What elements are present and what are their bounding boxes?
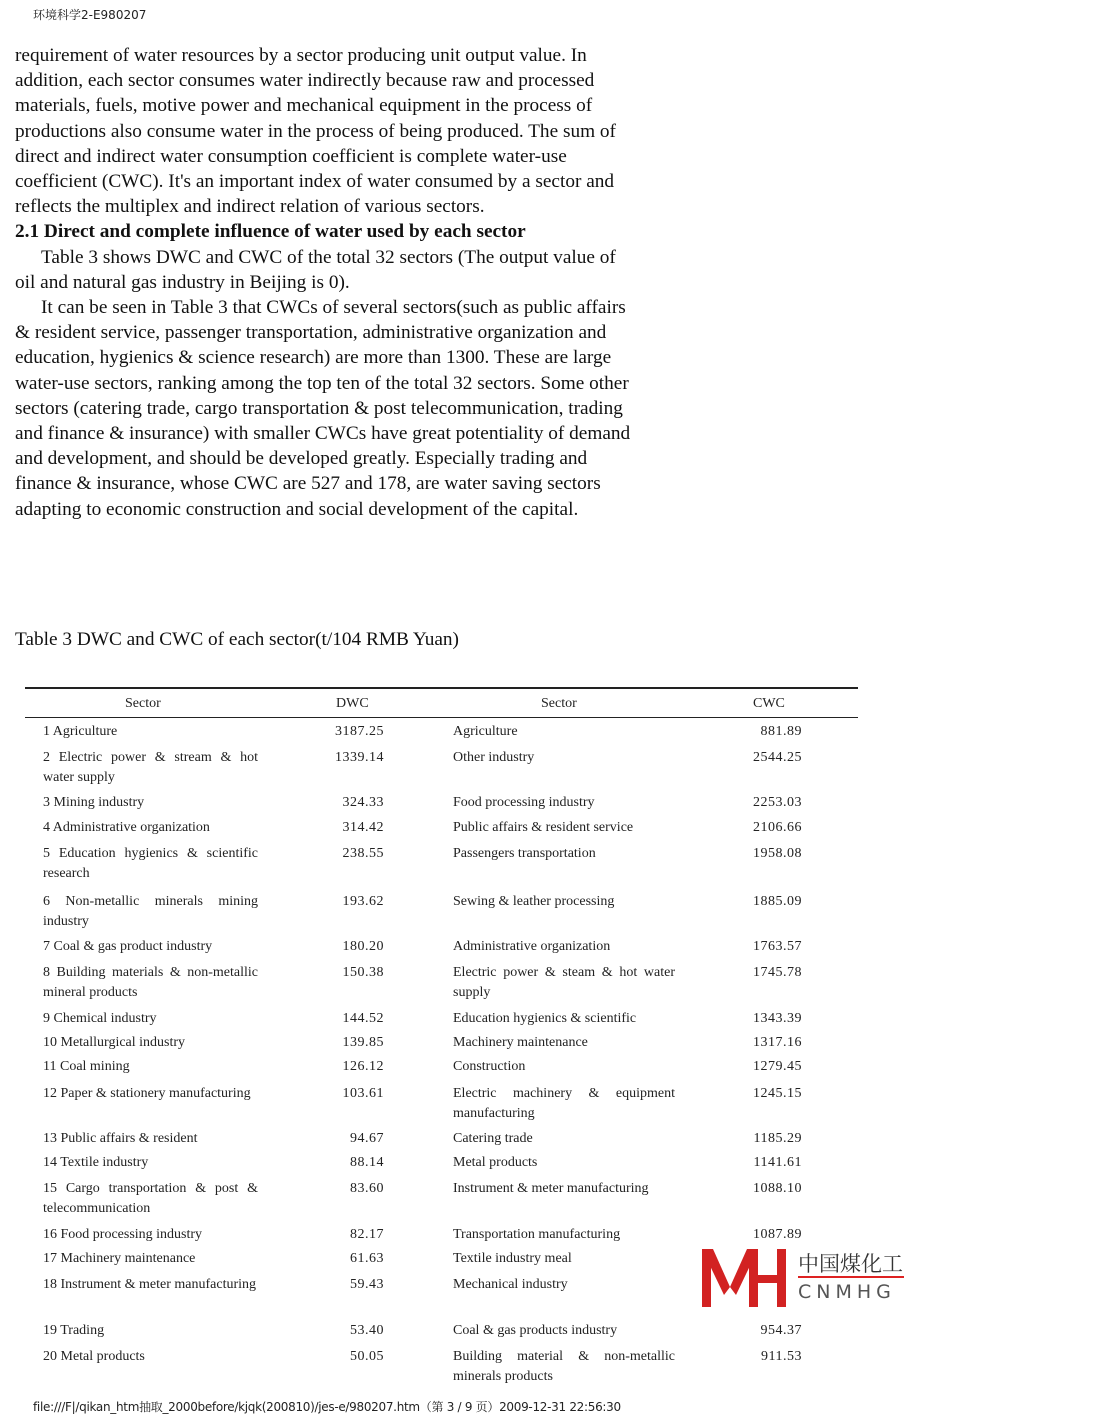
sector-cell: 20 Metal products <box>43 1349 145 1364</box>
cwc-cell: 2253.03 <box>753 795 802 810</box>
sector-cell-2: Other industry <box>453 750 535 765</box>
dwc-cell: 3187.25 <box>335 724 384 739</box>
dwc-cell: 83.60 <box>350 1181 384 1196</box>
sector-cell: 12 Paper & stationery manufacturing <box>43 1086 251 1101</box>
paragraph: Table 3 shows DWC and CWC of the total 32 sectors (The output value of oil and natural gas industry in Beijing is 0). <box>15 246 616 293</box>
sector-cell-2: Textile industry meal <box>453 1251 572 1266</box>
sector-cell-2: Electric machinery & equipment manufacturing <box>453 1086 675 1121</box>
watermark-en: CNMHG <box>798 1281 896 1303</box>
sector-cell-2: Coal & gas products industry <box>453 1323 618 1338</box>
sector-cell-2: Mechanical industry <box>453 1277 568 1292</box>
header-cwc: CWC <box>753 696 785 711</box>
sector-cell: 1 Agriculture <box>43 724 118 739</box>
cwc-cell: 1763.57 <box>753 939 802 954</box>
document-id: 环境科学2-E980207 <box>33 8 147 22</box>
paragraph: requirement of water resources by a sector producing unit output value. In addition, each sector consumes water indirectly because raw and processed materials, fuels, motive power and mechanical equipment in the process of productions also consume water in the process of being produced. The sum of direct and indirect water consumption coefficient is complete water-use coefficient (CWC). It's an important index of water consumed by a sector and reflects the multiplex and indirect relation of various sectors. <box>15 45 616 218</box>
sector-cell-2: Building material & non-metallic minerals products <box>453 1349 675 1384</box>
cwc-cell: 1745.78 <box>753 965 802 980</box>
sector-cell-2: Construction <box>453 1059 526 1074</box>
dwc-cell: 139.85 <box>342 1035 384 1050</box>
paragraph: It can be seen in Table 3 that CWCs of several sectors(such as public affairs & resident service, passenger transportation, administrative organization and education, hygienics & science research) are more than 1300. These are large water-use sectors, ranking among the top ten of the total 32 sectors. Some other sectors (catering trade, cargo transportation & post telecommunication, trading and finance & insurance) with smaller CWCs have great potentiality of demand and development, and should be developed greatly. Especially trading and finance & insurance, whose CWC are 527 and 178, are water saving sectors adapting to economic construction and social development of the capital. <box>15 297 631 520</box>
dwc-cell: 82.17 <box>350 1227 384 1242</box>
dwc-cell: 53.40 <box>350 1323 384 1338</box>
dwc-cell: 144.52 <box>342 1011 384 1026</box>
mh-logo-icon <box>700 1247 792 1309</box>
watermark-line <box>798 1276 904 1278</box>
sector-cell: 7 Coal & gas product industry <box>43 939 213 954</box>
sector-cell: 16 Food processing industry <box>43 1227 203 1242</box>
dwc-cell: 238.55 <box>342 846 384 861</box>
header-dwc: DWC <box>336 696 369 711</box>
cwc-cell: 911.53 <box>761 1349 802 1364</box>
dwc-cell: 150.38 <box>342 965 384 980</box>
dwc-cell: 193.62 <box>342 894 384 909</box>
cwc-cell: 881.89 <box>760 724 802 739</box>
dwc-cell: 103.61 <box>342 1086 384 1101</box>
sector-cell: 18 Instrument & meter manufacturing <box>43 1277 257 1292</box>
table-top-rule <box>25 687 858 689</box>
sector-cell: 2 Electric power & stream & hot water supply <box>43 750 258 785</box>
table-header-rule <box>25 717 858 718</box>
cwc-cell: 2544.25 <box>753 750 802 765</box>
cwc-cell: 2106.66 <box>753 820 802 835</box>
dwc-cell: 314.42 <box>342 820 384 835</box>
dwc-cell: 94.67 <box>350 1131 384 1146</box>
sector-cell-2: Metal products <box>453 1155 538 1170</box>
watermark-logo <box>700 1247 910 1309</box>
file-path-footer: file:///F|/qikan_htm抽取_2000before/kjqk(200810)/jes-e/980207.htm（第 3 / 9 页）2009-12-31 22:56:30 <box>33 1400 621 1414</box>
sector-cell-2: Passengers transportation <box>453 846 596 861</box>
sector-cell-2: Food processing industry <box>453 795 595 810</box>
sector-cell-2: Administrative organization <box>453 939 611 954</box>
cwc-cell: 1317.16 <box>753 1035 802 1050</box>
dwc-cell: 88.14 <box>350 1155 384 1170</box>
sector-cell: 9 Chemical industry <box>43 1011 157 1026</box>
sector-cell: 4 Administrative organization <box>43 820 210 835</box>
dwc-cell: 180.20 <box>342 939 384 954</box>
dwc-cell: 126.12 <box>342 1059 384 1074</box>
header-sector: Sector <box>125 696 161 711</box>
sector-cell-2: Sewing & leather processing <box>453 894 615 909</box>
sector-cell-2: Machinery maintenance <box>453 1035 588 1050</box>
sector-cell-2: Education hygienics & scientific <box>453 1011 637 1026</box>
cwc-cell: 1279.45 <box>753 1059 802 1074</box>
header-sector-2: Sector <box>541 696 577 711</box>
sector-cell: 5 Education hygienics & scientific research <box>43 846 258 881</box>
sector-cell-2: Catering trade <box>453 1131 533 1146</box>
sector-cell: 6 Non-metallic minerals mining industry <box>43 894 258 929</box>
cwc-cell: 1141.61 <box>753 1155 802 1170</box>
sector-cell-2: Instrument & meter manufacturing <box>453 1181 649 1196</box>
sector-cell: 8 Building materials & non-metallic mineral products <box>43 965 258 1000</box>
sector-cell-2: Public affairs & resident service <box>453 820 634 835</box>
sector-cell: 11 Coal mining <box>43 1059 130 1074</box>
cwc-cell: 1185.29 <box>753 1131 802 1146</box>
table-caption: Table 3 DWC and CWC of each sector(t/104 RMB Yuan) <box>15 629 459 650</box>
cwc-cell: 1958.08 <box>753 846 802 861</box>
sector-cell-2: Agriculture <box>453 724 518 739</box>
dwc-cell: 1339.14 <box>335 750 384 765</box>
cwc-cell: 1088.10 <box>753 1181 802 1196</box>
cwc-cell: 1245.15 <box>753 1086 802 1101</box>
dwc-cell: 59.43 <box>350 1277 384 1292</box>
dwc-cell: 324.33 <box>342 795 384 810</box>
sector-cell-2: Transportation manufacturing <box>453 1227 621 1242</box>
sector-cell: 13 Public affairs & resident <box>43 1131 198 1146</box>
sector-cell: 3 Mining industry <box>43 795 145 810</box>
cwc-cell: 1343.39 <box>753 1011 802 1026</box>
sector-cell: 10 Metallurgical industry <box>43 1035 186 1050</box>
sector-cell: 17 Machinery maintenance <box>43 1251 196 1266</box>
watermark-cn: 中国煤化工 <box>798 1252 903 1276</box>
sector-cell-2: Electric power & steam & hot water supply <box>453 965 675 1000</box>
sector-cell: 19 Trading <box>43 1323 105 1338</box>
dwc-cell: 61.63 <box>350 1251 384 1266</box>
dwc-cell: 50.05 <box>350 1349 384 1364</box>
cwc-cell: 1885.09 <box>753 894 802 909</box>
cwc-cell: 954.37 <box>760 1323 802 1338</box>
sector-cell: 14 Textile industry <box>43 1155 149 1170</box>
cwc-cell: 1087.89 <box>753 1227 802 1242</box>
section-heading: 2.1 Direct and complete influence of water used by each sector <box>15 221 526 243</box>
sector-cell: 15 Cargo transportation & post & telecommunication <box>43 1181 258 1216</box>
